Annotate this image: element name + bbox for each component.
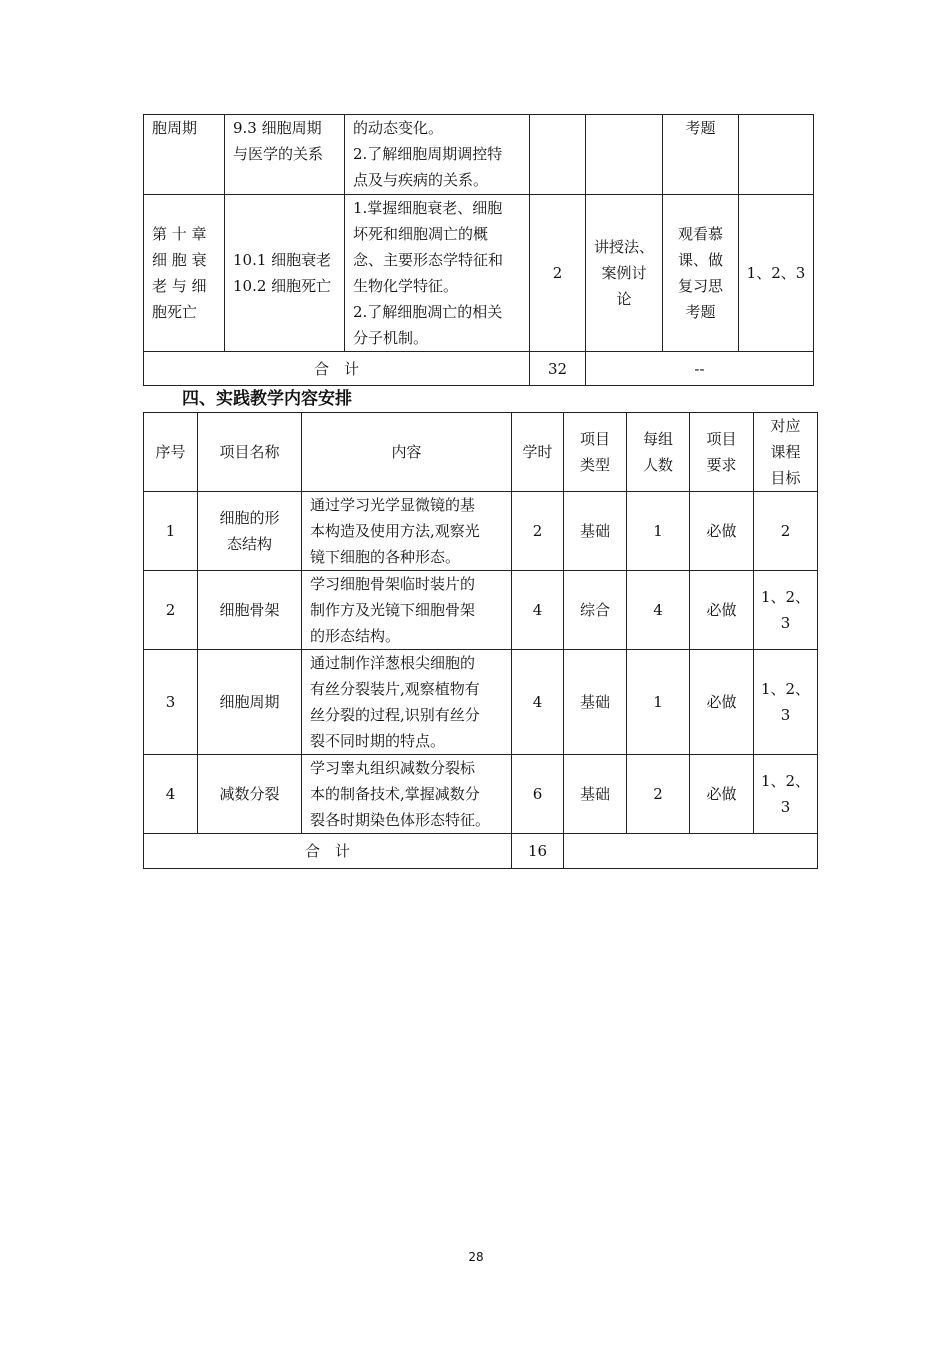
- content-cell: 学习细胞骨架临时装片的 制作方及光镜下细胞骨架 的形态结构。: [302, 571, 512, 650]
- target-cell: 2: [754, 492, 818, 571]
- goals-cell: 1.掌握细胞衰老、细胞 坏死和细胞凋亡的概 念、主要形态学特征和 生物化学特征。 2.了解细胞凋亡的相关 分子机制。: [345, 195, 530, 352]
- targets-cell: 1、2、3: [739, 195, 814, 352]
- homework-cell: 观看慕 课、做 复习思 考题: [663, 195, 739, 352]
- hours-cell: 4: [512, 650, 564, 755]
- chapter-cell: 第 十 章 细 胞 衰 老 与 细 胞死亡: [144, 195, 225, 352]
- header-no: 序号: [144, 413, 198, 492]
- targets-cell: [739, 115, 814, 195]
- no-cell: 2: [144, 571, 198, 650]
- practice-teaching-table: [143, 412, 818, 869]
- header-hours: 学时: [512, 413, 564, 492]
- type-cell: 综合: [564, 571, 627, 650]
- type-cell: 基础: [564, 755, 627, 834]
- header-row: [144, 413, 818, 492]
- group-cell: 4: [627, 571, 690, 650]
- header-req: 项目 要求: [690, 413, 754, 492]
- hours-cell: [530, 115, 586, 195]
- header-target: 对应 课程 目标: [754, 413, 818, 492]
- name-cell: 细胞的形 态结构: [198, 492, 302, 571]
- methods-cell: 讲授法、 案例讨 论: [586, 195, 663, 352]
- content-cell: 通过制作洋葱根尖细胞的 有丝分裂装片,观察植物有 丝分裂的过程,识别有丝分 裂不同时期的特点。: [302, 650, 512, 755]
- type-cell: 基础: [564, 650, 627, 755]
- sections-cell: 9.3 细胞周期 与医学的关系: [225, 115, 345, 195]
- name-cell: 细胞骨架: [198, 571, 302, 650]
- content-cell: 通过学习光学显微镜的基 本构造及使用方法,观察光 镜下细胞的各种形态。: [302, 492, 512, 571]
- page-number: 28: [468, 1250, 484, 1264]
- no-cell: 3: [144, 650, 198, 755]
- homework-cell: 考题: [663, 115, 739, 195]
- hours-cell: 2: [512, 492, 564, 571]
- target-cell: 1、2、 3: [754, 571, 818, 650]
- target-cell: 1、2、 3: [754, 755, 818, 834]
- no-cell: 1: [144, 492, 198, 571]
- total-empty: [564, 834, 818, 869]
- target-cell: 1、2、 3: [754, 650, 818, 755]
- total-row: [144, 352, 814, 386]
- total-label: 合 计: [144, 352, 530, 386]
- name-cell: 细胞周期: [198, 650, 302, 755]
- table-row: [144, 195, 814, 352]
- req-cell: 必做: [690, 650, 754, 755]
- section-heading: 四、实践教学内容安排: [182, 389, 352, 409]
- total-row: [144, 834, 818, 869]
- hours-cell: 6: [512, 755, 564, 834]
- total-hours: 32: [530, 352, 586, 386]
- hours-cell: 2: [530, 195, 586, 352]
- req-cell: 必做: [690, 571, 754, 650]
- table-row: [144, 650, 818, 755]
- total-rest: --: [586, 352, 814, 386]
- header-name: 项目名称: [198, 413, 302, 492]
- req-cell: 必做: [690, 492, 754, 571]
- name-cell: 减数分裂: [198, 755, 302, 834]
- req-cell: 必做: [690, 755, 754, 834]
- no-cell: 4: [144, 755, 198, 834]
- table-row: [144, 571, 818, 650]
- methods-cell: [586, 115, 663, 195]
- goals-cell: 的动态变化。 2.了解细胞周期调控特 点及与疾病的关系。: [345, 115, 530, 195]
- type-cell: 基础: [564, 492, 627, 571]
- table-row: [144, 115, 814, 195]
- group-cell: 1: [627, 492, 690, 571]
- table-row: [144, 755, 818, 834]
- table-row: [144, 492, 818, 571]
- total-label: 合 计: [144, 834, 512, 869]
- header-type: 项目 类型: [564, 413, 627, 492]
- header-group: 每组 人数: [627, 413, 690, 492]
- sections-cell: 10.1 细胞衰老 10.2 细胞死亡: [225, 195, 345, 352]
- group-cell: 2: [627, 755, 690, 834]
- total-hours: 16: [512, 834, 564, 869]
- chapter-cell: 胞周期: [144, 115, 225, 195]
- hours-cell: 4: [512, 571, 564, 650]
- header-content: 内容: [302, 413, 512, 492]
- group-cell: 1: [627, 650, 690, 755]
- content-cell: 学习睾丸组织减数分裂标 本的制备技术,掌握减数分 裂各时期染色体形态特征。: [302, 755, 512, 834]
- course-schedule-table: [143, 114, 814, 386]
